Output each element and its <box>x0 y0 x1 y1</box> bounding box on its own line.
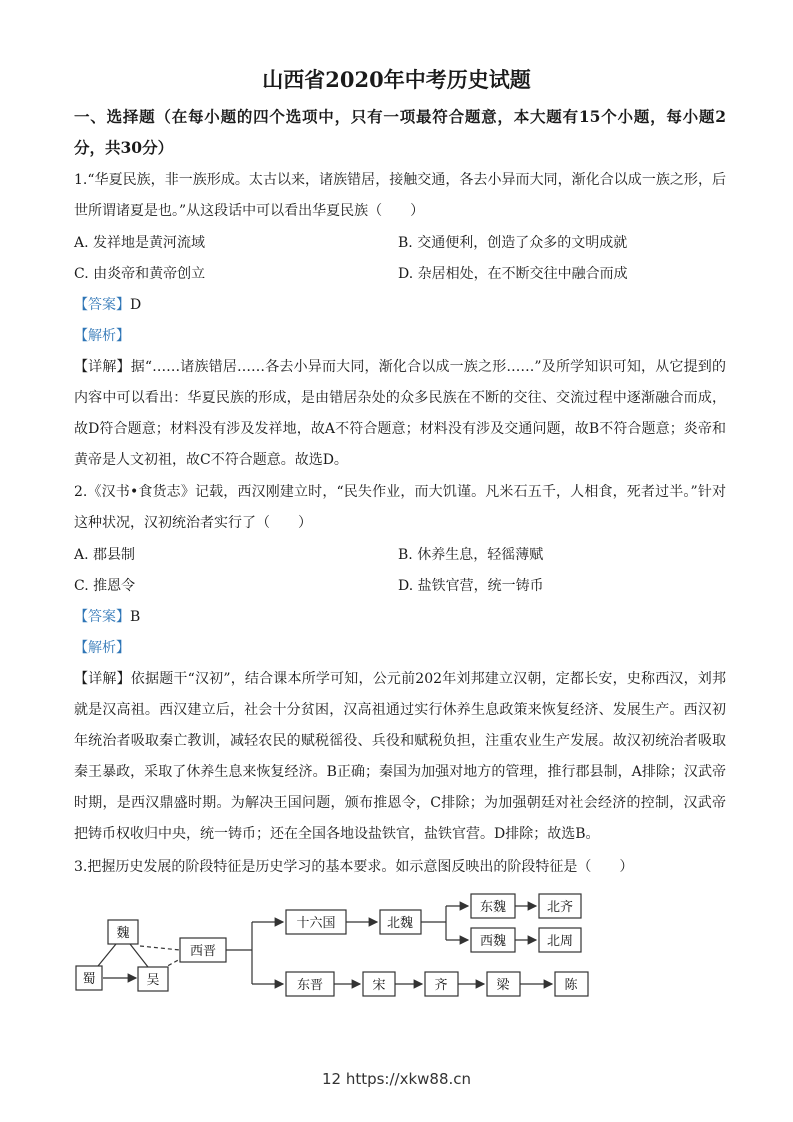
q2-option-b: B. 休养生息，轻徭薄赋 <box>398 547 544 563</box>
line-wei-shu <box>98 944 116 966</box>
node-dongjin-label: 东晋 <box>296 978 324 993</box>
node-shiliuguo-label: 十六国 <box>296 916 336 931</box>
node-xijin <box>180 938 226 962</box>
q2-option-d: D. 盐铁官营，统一铸币 <box>398 578 544 594</box>
node-xiwei-label: 西魏 <box>479 934 507 949</box>
question-2-detail: 【详解】依据题干“汉初”，结合课本所学可知，公元前202年刘邦建立汉朝，定都长安，史称西汉，刘邦就是汉高祖。西汉建立后，社会十分贫困，汉高祖通过实行休养生息政策来恢复经济、发展生产。西汉初年统治者吸取秦亡教训，减轻农民的赋税徭役、兵役和赋税负担，注重农业生产发展。故汉初统治者吸取秦王暴政，采取了休养生息来恢复经济。B正确；秦国为加强对地方的管理，推行郡县制，A排除；汉武帝时期，是西汉鼎盛时期。为解决王国问题，颁布推恩令，C排除；为加强朝廷对社会经济的控制，汉武帝把铸币权收归中央，统一铸币；还在全国各地设盐铁官，盐铁官营。D排除；故选B。 <box>74 671 726 842</box>
answer-value: D <box>130 297 142 313</box>
q1-option-d: D. 杂居相处，在不断交往中融合而成 <box>398 266 628 282</box>
node-dongwei-label: 东魏 <box>479 900 507 915</box>
line-wei-wu <box>130 944 148 967</box>
node-beiwei-label: 北魏 <box>386 916 414 931</box>
node-shu-label: 蜀 <box>82 972 96 987</box>
node-dongjin <box>286 972 334 996</box>
node-song-label: 宋 <box>372 978 386 993</box>
node-wu-label: 吴 <box>146 973 160 988</box>
node-liang-label: 梁 <box>496 978 510 993</box>
answer-value: B <box>130 609 141 625</box>
question-1-detail: 【详解】据“……诸族错居……各去小异而大同，渐化合以成一族之形……”及所学知识可知，从它提到的内容中可以看出：华夏民族的形成，是由错居杂处的众多民族在不断的交往、交流过程中逐渐融合而成，故D符合题意；材料没有涉及发祥地，故A不符合题意；材料没有涉及交通问题，故B不符合题意；炎帝和黄帝是人文初祖，故C不符合题意。故选D。 <box>74 359 726 468</box>
analysis-label: 【解析】 <box>74 328 130 344</box>
node-beiqi <box>539 894 581 918</box>
answer-label: 【答案】 <box>74 609 130 625</box>
question-2-stem: 2.《汉书•食货志》记载，西汉刚建立时，“民失作业，而大饥谨。凡米石五千，人相食，死者过半。”针对这种状况，汉初统治者实行了（ ） <box>74 484 726 531</box>
node-qi <box>425 972 458 996</box>
q2-option-a: A. 郡县制 <box>74 547 136 563</box>
question-1-stem: 1.“华夏民族，非一族形成。太古以来，诸族错居，接触交通，各去小异而大同，渐化合以成一族之形，后世所谓诸夏是也。”从这段话中可以看出华夏民族（ ） <box>74 172 726 219</box>
node-wei <box>108 920 138 944</box>
analysis-label: 【解析】 <box>74 640 130 656</box>
node-beiwei <box>380 910 421 934</box>
answer-label: 【答案】 <box>74 297 130 313</box>
node-dongwei <box>471 894 515 918</box>
node-song <box>363 972 395 996</box>
q1-option-c: C. 由炎帝和黄帝创立 <box>74 266 206 282</box>
node-wei-label: 魏 <box>116 926 130 941</box>
node-shu <box>76 966 102 990</box>
question-3-stem: 3.把握历史发展的阶段特征是历史学习的基本要求。如示意图反映出的阶段特征是（ ） <box>74 859 634 875</box>
node-xijin-label: 西晋 <box>189 944 217 959</box>
q1-option-a: A. 发祥地是黄河流域 <box>74 235 206 251</box>
q2-option-c: C. 推恩令 <box>74 578 136 594</box>
node-beizhou <box>539 928 581 952</box>
page-footer: 12 https://xkw88.cn <box>321 1070 472 1088</box>
node-qi-label: 齐 <box>434 978 448 993</box>
q1-option-b: B. 交通便利，创造了众多的文明成就 <box>398 235 628 251</box>
node-beizhou-label: 北周 <box>546 934 574 949</box>
dash-wei-xijin <box>140 946 180 950</box>
node-shiliuguo <box>286 910 346 934</box>
node-chen-label: 陈 <box>564 978 578 993</box>
node-chen <box>555 972 588 996</box>
node-beiqi-label: 北齐 <box>546 900 574 915</box>
node-wu <box>138 967 168 991</box>
section-heading: 一、选择题（在每小题的四个选项中，只有一项最符合题意，本大题有15个小题，每小题2分，共30分） <box>74 107 726 157</box>
node-xiwei <box>471 928 515 952</box>
node-liang <box>487 972 520 996</box>
page-title: 山西省2020年中考历史试题 <box>262 67 531 92</box>
